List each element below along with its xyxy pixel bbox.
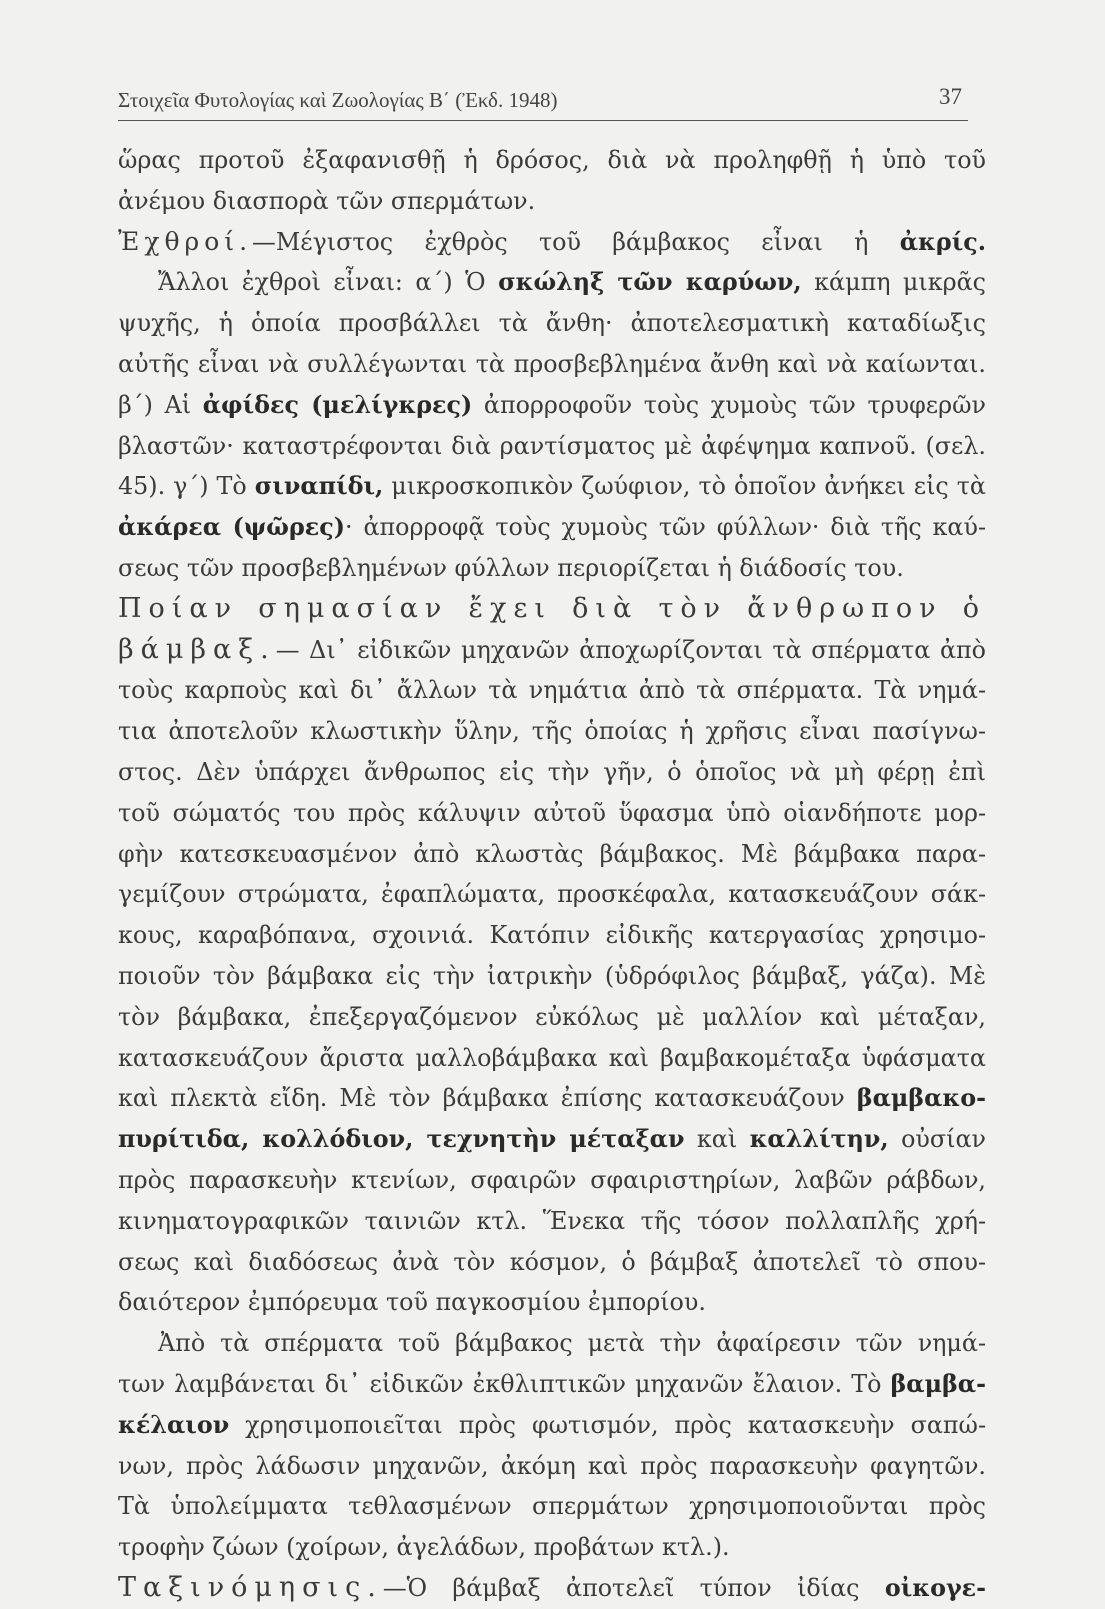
spaced-heading: Ταξινόμησις.: [118, 1571, 383, 1603]
text-run: —Ὁ βάμβαξ ἀποτελεῖ τύπον ἰδίας: [382, 1573, 885, 1602]
text-line: [118, 1201, 986, 1242]
text-line: [118, 548, 986, 589]
text-run: γεμίζουν στρώματα, ἐφαπλώματα, προσκέφαλα, κατασκευάζουν σάκ-: [118, 880, 986, 909]
text-line: [118, 1405, 986, 1446]
text-line: [118, 956, 986, 997]
spaced-heading: βάμβαξ.: [118, 633, 276, 665]
text-run: οὐσίαν: [888, 1125, 986, 1154]
bold-term: κέλαιον: [118, 1410, 230, 1439]
text-run: Ἀπὸ τὰ σπέρματα τοῦ βάμβακος μετὰ τὴν ἀφαίρεσιν τῶν νημά-: [158, 1329, 986, 1358]
text-run: δαιότερον ἐμπόρευμα τοῦ παγκοσμίου ἐμπορίου.: [118, 1288, 706, 1317]
text-line: [118, 589, 986, 630]
text-line: [118, 1486, 986, 1527]
text-line: [118, 181, 986, 222]
bold-term: σκώληξ τῶν καρύων,: [498, 268, 802, 297]
text-run: σεως καὶ διαδόσεως ἀνὰ τὸν κόσμον, ὁ βάμβαξ ἀποτελεῖ τὸ σπου-: [118, 1247, 986, 1276]
bold-term: βαμβακο-: [856, 1084, 986, 1113]
text-line: [118, 834, 986, 875]
text-line: [118, 1078, 986, 1119]
text-line: [118, 1282, 986, 1323]
text-line: [118, 1364, 986, 1405]
text-run: ψυχῆς, ἡ ὁποία προσβάλλει τὰ ἄνθη· ἀποτελεσματικὴ καταδίωξις: [118, 309, 986, 338]
text-run: χρησιμοποιεῖται πρὸς φωτισμόν, πρὸς κατασκευὴν σαπώ-: [229, 1410, 986, 1439]
text-run: τοὺς καρποὺς καὶ δι᾽ ἄλλων τὰ νημάτια ἀπὸ τὰ σπέρματα. Τὰ νημά-: [118, 676, 986, 705]
text-line: [118, 1568, 986, 1609]
bold-term: ἀκάρεα (ψῶρες): [118, 513, 346, 542]
body-text: [118, 140, 986, 1609]
text-run: τροφὴν ζώων (χοίρων, ἀγελάδων, προβάτων κτλ.).: [118, 1533, 730, 1562]
text-run: · ἀπορροφᾷ τοὺς χυμοὺς τῶν φύλλων· διὰ τῆς καύ-: [345, 513, 986, 542]
text-run: ἀνέμου διασπορὰ τῶν σπερμάτων.: [118, 186, 536, 215]
text-line: [118, 344, 986, 385]
text-line: [118, 752, 986, 793]
text-line: [118, 507, 986, 548]
text-line: [118, 711, 986, 752]
text-line: [118, 1323, 986, 1364]
text-run: πρὸς παρασκευὴν κτενίων, σφαιρῶν σφαιριστηρίων, λαβῶν ράβδων,: [118, 1165, 986, 1194]
text-run: κους, καραβόπανα, σχοινιά. Κατόπιν εἰδικῆς κατεργασίας χρησιμο-: [118, 921, 986, 950]
text-line: [118, 466, 986, 507]
text-run: αὐτῆς εἶναι νὰ συλλέγωνται τὰ προσβεβλημένα ἄνθη καὶ νὰ καίωνται.: [118, 349, 986, 378]
text-run: κινηματογραφικῶν ταινιῶν κτλ. Ἕνεκα τῆς τόσον πολλαπλῆς χρή-: [118, 1206, 986, 1235]
text-run: Ἄλλοι ἐχθροὶ εἶναι: α΄) Ὁ: [158, 268, 499, 297]
text-run: καὶ: [684, 1125, 750, 1154]
text-run: σεως τῶν προσβεβλημένων φύλλων περιορίζεται ἡ διάδοσίς του.: [118, 553, 904, 582]
bold-term: βαμβα-: [890, 1369, 986, 1398]
text-line: [118, 385, 986, 426]
bold-term: ἀφίδες (μελίγκρες): [202, 390, 473, 419]
text-run: β΄) Αἱ: [118, 390, 203, 419]
text-line: [118, 630, 986, 671]
text-line: [118, 1038, 986, 1079]
bold-term: οἰκογε-: [884, 1573, 986, 1602]
text-line: [118, 262, 986, 303]
running-title: Στοιχεῖα Φυτολογίας καὶ Ζωολογίας Β΄ (Ἐκδ. 1948): [118, 88, 558, 112]
text-line: [118, 426, 986, 467]
text-run: βλαστῶν· καταστρέφονται διὰ ραντίσματος μὲ ἀφέψημα καπνοῦ. (σελ.: [118, 431, 986, 460]
text-run: Τὰ ὑπολείμματα τεθλασμένων σπερμάτων χρησιμοποιοῦνται πρὸς: [118, 1492, 986, 1521]
text-line: [118, 1527, 986, 1568]
text-line: [118, 997, 986, 1038]
text-run: νων, πρὸς λάδωσιν μηχανῶν, ἀκόμη καὶ πρὸς παρασκευὴν φαγητῶν.: [118, 1451, 986, 1480]
text-line: [118, 915, 986, 956]
bold-term: ἀκρίς.: [899, 227, 986, 256]
bold-term: σιναπίδι,: [254, 472, 384, 501]
text-run: καὶ πλεκτὰ εἴδη. Μὲ τὸν βάμβακα ἐπίσης κατασκευάζουν: [118, 1084, 857, 1113]
text-line: [118, 1446, 986, 1487]
text-run: τοῦ σώματός του πρὸς κάλυψιν αὐτοῦ ὕφασμα ὑπὸ οἱανδήποτε μορ-: [118, 798, 986, 827]
text-line: [118, 793, 986, 834]
bold-term: πυρίτιδα, κολλόδιον, τεχνητὴν μέταξαν: [118, 1125, 685, 1154]
text-line: [118, 1242, 986, 1283]
text-line: [118, 670, 986, 711]
text-run: ποιοῦν τὸν βάμβακα εἰς τὴν ἰατρικὴν (ὑδρόφιλος βάμβαξ, γάζα). Μὲ: [118, 961, 986, 990]
text-run: τια ἀποτελοῦν κλωστικὴν ὕλην, τῆς ὁποίας ἡ χρῆσις εἶναι πασίγνω-: [118, 717, 986, 746]
text-line: [118, 303, 986, 344]
text-run: μικροσκοπικὸν ζωύφιον, τὸ ὁποῖον ἀνήκει εἰς τὰ: [383, 472, 986, 501]
page-number: 37: [939, 84, 962, 109]
text-run: των λαμβάνεται δι᾽ εἰδικῶν ἐκθλιπτικῶν μηχανῶν ἔλαιον. Τὸ: [118, 1369, 891, 1398]
text-line: [118, 222, 986, 263]
text-run: —Μέγιστος ἐχθρὸς τοῦ βάμβακος εἶναι ἡ: [252, 227, 900, 256]
text-run: ἀπορροφοῦν τοὺς χυμοὺς τῶν τρυφερῶν: [472, 390, 986, 419]
text-run: — Δι᾽ εἰδικῶν μηχανῶν ἀποχωρίζονται τὰ σπέρματα ἀπὸ: [275, 635, 986, 664]
text-run: κατασκευάζουν ἄριστα μαλλοβάμβακα καὶ βαμβακομέταξα ὑφάσματα: [118, 1043, 986, 1072]
text-run: στος. Δὲν ὑπάρχει ἄνθρωπος εἰς τὴν γῆν, ὁ ὁποῖος νὰ μὴ φέρῃ ἐπὶ: [118, 757, 986, 786]
text-run: κάμπη μικρᾶς: [801, 268, 986, 297]
bold-term: καλλίτην,: [749, 1125, 889, 1154]
text-run: τὸν βάμβακα, ἐπεξεργαζόμενον εὐκόλως μὲ μαλλίον καὶ μέταξαν,: [118, 1002, 986, 1031]
running-header: [118, 82, 968, 121]
text-line: [118, 1160, 986, 1201]
spaced-heading: Ἐχθροί.: [118, 226, 253, 256]
text-run: 45). γ΄) Τὸ: [118, 472, 255, 501]
text-run: ὥρας προτοῦ ἐξαφανισθῇ ἡ δρόσος, διὰ νὰ προληφθῇ ἡ ὑπὸ τοῦ: [118, 146, 986, 174]
text-line: [118, 874, 986, 915]
text-line: [118, 140, 986, 181]
text-run: φὴν κατεσκευασμένον ἀπὸ κλωστὰς βάμβακος. Μὲ βάμβακα παρα-: [118, 839, 986, 868]
text-line: [118, 1119, 986, 1160]
spaced-heading: Ποίαν σημασίαν ἔχει διὰ τὸν ἄνθρωπον ὁ: [118, 592, 986, 624]
